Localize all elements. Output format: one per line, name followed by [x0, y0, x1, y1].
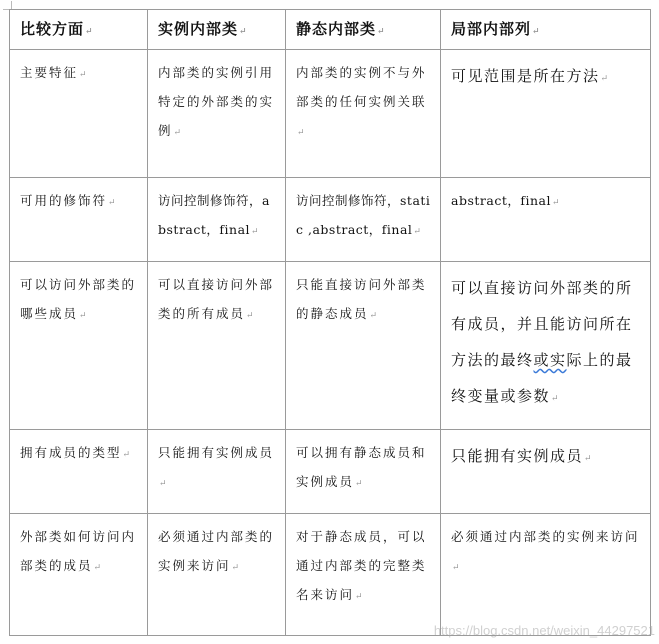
table-cell: 内部类的实例引用特定的外部类的实例↵ — [148, 50, 286, 178]
table-cell: 对于静态成员，可以通过内部类的完整类名来访问↵ — [286, 514, 441, 636]
table-cell: 只能拥有实例成员↵ — [148, 430, 286, 514]
table-cell: 可以拥有静态成员和实例成员↵ — [286, 430, 441, 514]
table-cell: 可以直接访问外部类的所有成员，并且能访问所在方法的最终或实际上的最终变量或参数↵ — [441, 262, 651, 430]
table-cell: 访问控制修饰符，static ,abstract，final↵ — [286, 178, 441, 262]
table-row — [10, 178, 651, 262]
spellcheck-underline: 或实 — [533, 351, 567, 369]
watermark: https://blog.csdn.net/weixin_44297521 — [433, 623, 655, 638]
table-cell: 内部类的实例不与外部类的任何实例关联↵ — [286, 50, 441, 178]
comparison-table — [9, 9, 651, 636]
table-cell: 必须通过内部类的实例来访问↵ — [148, 514, 286, 636]
table-cell: 可以直接访问外部类的所有成员↵ — [148, 262, 286, 430]
header-cell: 实例内部类↵ — [148, 10, 286, 50]
header-cell: 静态内部类↵ — [286, 10, 441, 50]
header-cell: 局部内部列↵ — [441, 10, 651, 50]
table-cell: 可见范围是所在方法↵ — [441, 50, 651, 178]
table-cell: 必须通过内部类的实例来访问↵ — [441, 514, 651, 636]
table-row — [10, 262, 651, 430]
table-cell: 外部类如何访问内部类的成员↵ — [10, 514, 148, 636]
table-header-row — [10, 10, 651, 50]
table-cell: abstract，final↵ — [441, 178, 651, 262]
table-cell: 只能直接访问外部类的静态成员↵ — [286, 262, 441, 430]
table-row — [10, 514, 651, 636]
table-row — [10, 430, 651, 514]
table-cell: 访问控制修饰符，abstract，final↵ — [148, 178, 286, 262]
table-cell: 只能拥有实例成员↵ — [441, 430, 651, 514]
table-row — [10, 50, 651, 178]
table-cell: 主要特征↵ — [10, 50, 148, 178]
table-cell: 可以访问外部类的哪些成员↵ — [10, 262, 148, 430]
header-cell: 比较方面↵ — [10, 10, 148, 50]
table-cell: 可用的修饰符↵ — [10, 178, 148, 262]
table-cell: 拥有成员的类型↵ — [10, 430, 148, 514]
